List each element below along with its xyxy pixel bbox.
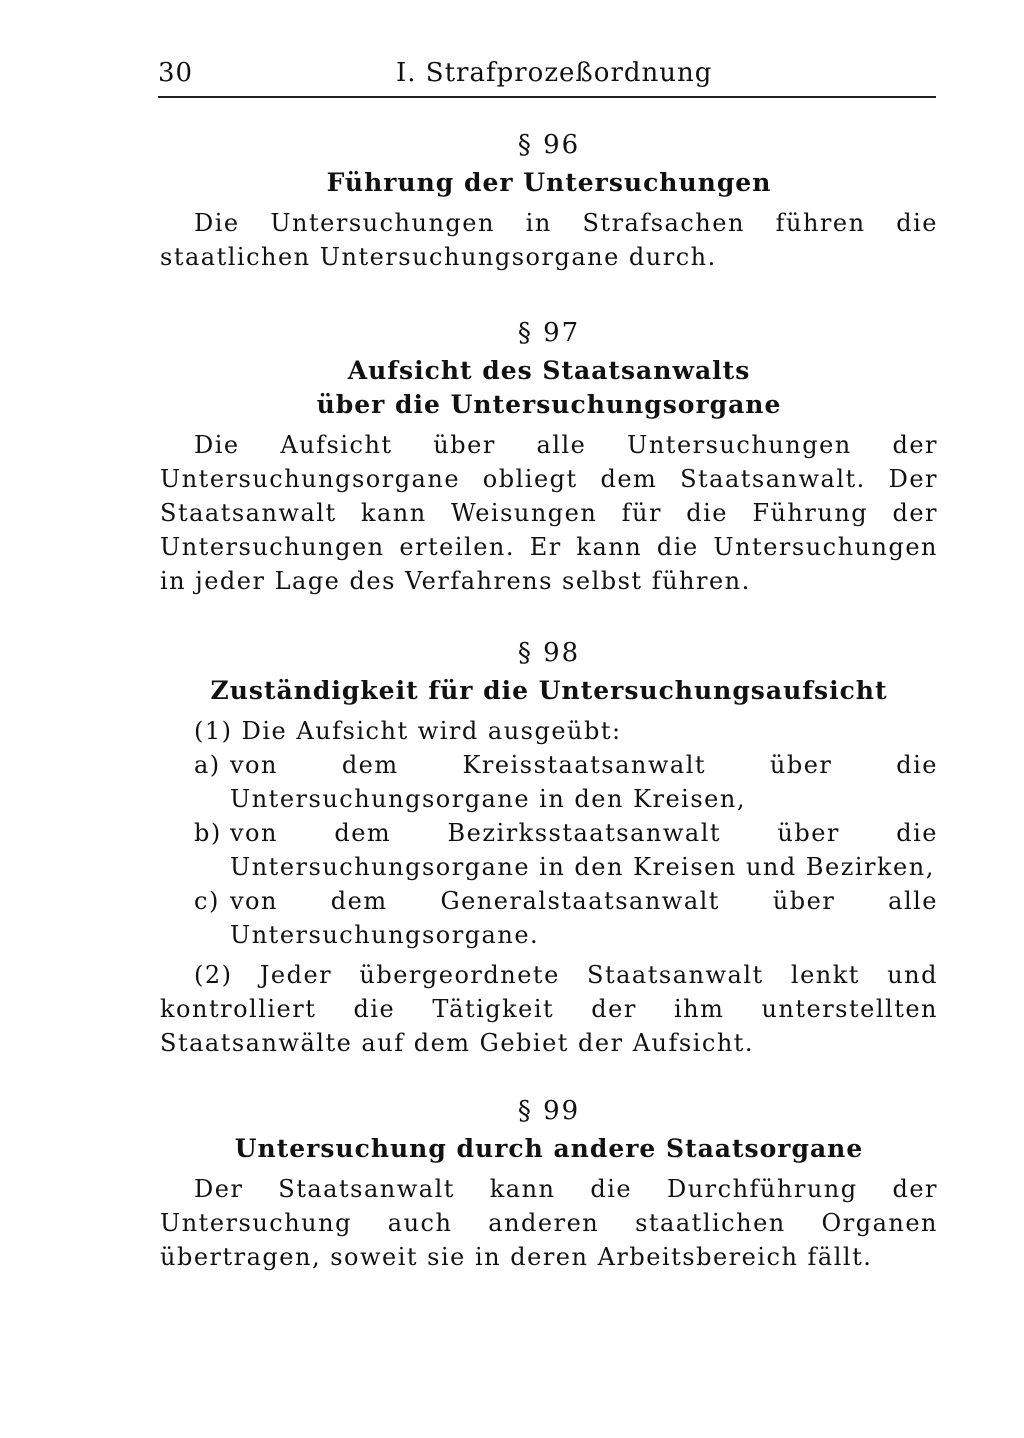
- section-title-line: Führung der Untersuchungen: [326, 168, 772, 197]
- section-number: § 96: [517, 130, 581, 160]
- paragraph-1-intro: (1) Die Aufsicht wird ausgeübt:: [194, 717, 622, 745]
- page-header: [158, 58, 934, 98]
- page-number: 30: [158, 58, 194, 88]
- section-title-line: Aufsicht des Staatsanwalts: [347, 356, 751, 385]
- header-rule: [158, 96, 936, 98]
- list-item-label: c): [194, 887, 220, 915]
- section-title: [160, 354, 938, 422]
- list-item: [160, 884, 938, 952]
- section-title-line: über die Untersuchungsorgane: [316, 390, 782, 419]
- list-item: [160, 816, 938, 884]
- list-item-label: a): [194, 751, 221, 779]
- running-title: I. Strafprozeßordnung: [396, 58, 713, 88]
- section-number: § 98: [517, 638, 581, 668]
- section-title: [160, 674, 938, 708]
- section-title-line: Zuständigkeit für die Untersuchungsaufsicht: [210, 676, 888, 705]
- list-item-label: b): [194, 819, 222, 847]
- section-text: Die Untersuchungen in Strafsachen führen die staatlichen Untersuchungsorgane durch.: [160, 209, 938, 271]
- section-title: [160, 166, 938, 200]
- section-title-line: Untersuchung durch andere Staatsorgane: [234, 1134, 864, 1163]
- section-number: § 97: [517, 318, 581, 348]
- list-item-text: von dem Bezirksstaatsanwalt über die Untersuchungsorgane in den Kreisen und Bezirken,: [230, 819, 938, 881]
- section-96: [160, 128, 938, 274]
- paragraph-2: (2) Jeder übergeordnete Staatsanwalt lenkt und kontrolliert die Tätigkeit der ihm unterstellten Staatsanwälte auf dem Gebiet der Aufsicht.: [160, 961, 938, 1057]
- section-number: § 99: [517, 1096, 581, 1126]
- section-text: Die Aufsicht über alle Untersuchungen der Untersuchungsorgane obliegt dem Staatsanwalt. Der Staatsanwalt kann Weisungen für die Führung der Untersuchungen erteilen. Er kann die Untersuchungen in jeder Lage des Verfahrens selbst führen.: [160, 431, 938, 595]
- section-99: [160, 1094, 938, 1274]
- section-97: [160, 316, 938, 598]
- list-item: [160, 748, 938, 816]
- list-item-text: von dem Generalstaatsanwalt über alle Untersuchungsorgane.: [230, 887, 938, 949]
- section-text: Der Staatsanwalt kann die Durchführung der Untersuchung auch anderen staatlichen Organen übertragen, soweit sie in deren Arbeitsbereich fällt.: [160, 1175, 938, 1271]
- section-98: [160, 636, 938, 1060]
- section-title: [160, 1132, 938, 1166]
- list-item-text: von dem Kreisstaatsanwalt über die Untersuchungsorgane in den Kreisen,: [230, 751, 938, 813]
